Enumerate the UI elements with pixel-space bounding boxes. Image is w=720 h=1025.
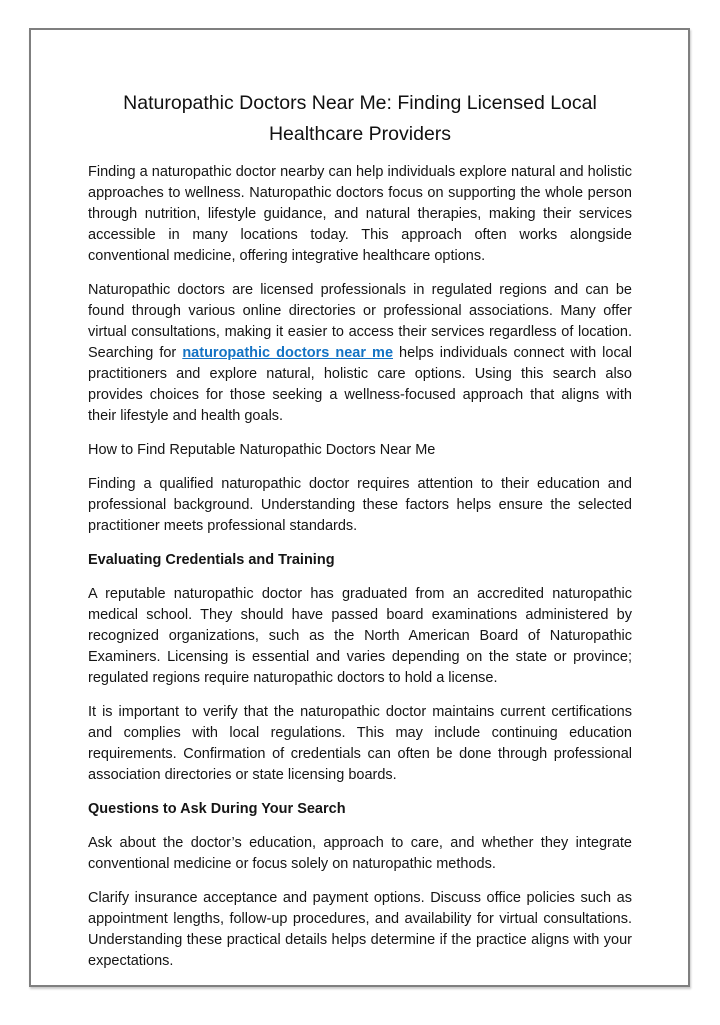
paragraph-licensed-after-link: helps individuals connect with local practitioners and explore natural, holistic care options. Using this search also provides choices for those seeking a wellness-focused approach that aligns with their lifestyle and health goals. xyxy=(88,345,632,424)
naturopathic-doctors-near-me-link[interactable]: naturopathic doctors near me xyxy=(182,345,394,361)
paragraph-verify: It is important to verify that the naturopathic doctor maintains current certifications and complies with local regulations. This may include continuing education requirements. Confirmation of credentials can often be done through professional association directories or state licensing boards. xyxy=(88,704,632,783)
paragraph-qualified: Finding a qualified naturopathic doctor requires attention to their education and professional background. Understanding these factors helps ensure the selected practitioner meets professional standards. xyxy=(88,476,632,534)
paragraph-ask: Ask about the doctor’s education, approach to care, and whether they integrate conventional medicine or focus solely on naturopathic methods. xyxy=(88,835,632,872)
paragraph-reputable: A reputable naturopathic doctor has graduated from an accredited naturopathic medical school. They should have passed board examinations administered by recognized organizations, such as the North American Board of Naturopathic Examiners. Licensing is essential and varies depending on the state or province; regulated regions require naturopathic doctors to hold a license. xyxy=(88,586,632,686)
page-content xyxy=(31,30,688,1025)
document-title-text: Naturopathic Doctors Near Me: Finding Licensed Local Healthcare Providers xyxy=(123,92,597,145)
paragraph-licensed xyxy=(88,280,632,427)
paragraph-licensed-before-link: Naturopathic doctors are licensed professionals in regulated regions and can be found through various online directories or professional associations. Many offer virtual consultations, making it easier to access their services regardless of location. Searching for xyxy=(88,282,632,361)
paragraph-clarify: Clarify insurance acceptance and payment options. Discuss office policies such as appointment lengths, follow-up procedures, and availability for virtual consultations. Understanding these practical details helps determine if the practice aligns with your expectations. xyxy=(88,890,632,969)
document-page xyxy=(29,28,690,987)
heading-how-to-find: How to Find Reputable Naturopathic Doctors Near Me xyxy=(88,442,436,458)
heading-questions-to-ask: Questions to Ask During Your Search xyxy=(88,801,346,817)
document-title xyxy=(88,88,632,150)
heading-evaluating-credentials: Evaluating Credentials and Training xyxy=(88,552,335,568)
paragraph-intro: Finding a naturopathic doctor nearby can help individuals explore natural and holistic approaches to wellness. Naturopathic doctors focus on supporting the whole person through nutrition, lifestyle guidance, and natural therapies, making their services accessible in many locations today. This approach often works alongside conventional medicine, offering integrative healthcare options. xyxy=(88,164,632,264)
